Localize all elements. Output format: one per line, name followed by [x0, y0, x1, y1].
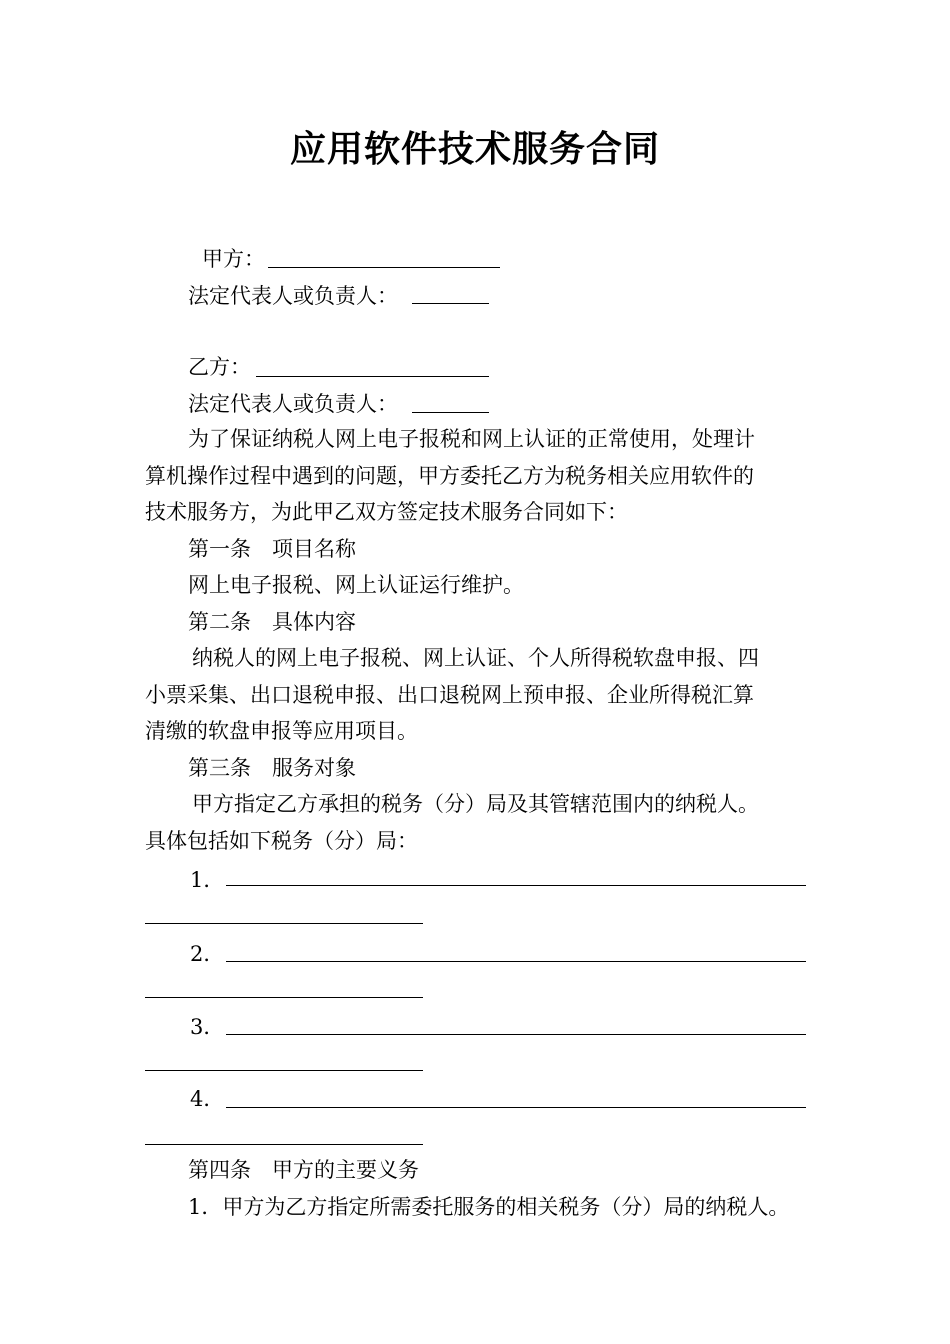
article-2-body-line: 小票采集、出口退税申报、出口退税网上预申报、企业所得税汇算 [145, 682, 754, 707]
party-a-rep-blank [412, 303, 489, 304]
service-item-number: 3． [190, 1015, 225, 1039]
service-item-number: 4． [190, 1087, 225, 1111]
article-4-item: 1．甲方为乙方指定所需委托服务的相关税务（分）局的纳税人。 [188, 1194, 790, 1219]
article-2-heading: 第二条 具体内容 [188, 609, 356, 634]
intro-line: 算机操作过程中遇到的问题，甲方委托乙方为税务相关应用软件的 [145, 463, 754, 488]
service-item-blank [226, 1107, 806, 1108]
party-a-label: 甲方： [202, 247, 265, 271]
service-item-blank-cont [145, 1070, 423, 1071]
article-3-body-line: 甲方指定乙方承担的税务（分）局及其管辖范围内的纳税人。 [192, 792, 759, 816]
article-3-heading: 第三条 服务对象 [188, 755, 356, 780]
document-title: 应用软件技术服务合同 [289, 129, 660, 170]
article-1-body: 网上电子报税、网上认证运行维护。 [188, 573, 524, 597]
service-item-blank [226, 885, 806, 886]
party-b-label: 乙方： [188, 355, 251, 379]
party-a-blank [268, 267, 500, 268]
article-1-heading: 第一条 项目名称 [188, 536, 356, 561]
article-4-block [145, 1152, 825, 1225]
intro-line: 为了保证纳税人网上电子报税和网上认证的正常使用，处理计 [188, 427, 755, 451]
service-item-number: 2． [190, 942, 225, 966]
article-3-body-line: 具体包括如下税务（分）局： [145, 828, 418, 853]
service-item-blank-cont [145, 997, 423, 998]
service-item-blank [226, 961, 806, 962]
service-item-blank-cont [145, 1144, 423, 1145]
service-item-blank-cont [145, 923, 423, 924]
party-b-rep-label: 法定代表人或负责人： [188, 391, 398, 416]
article-2-body-line: 纳税人的网上电子报税、网上认证、个人所得税软盘申报、四 [192, 646, 759, 670]
intro-line: 技术服务方，为此甲乙双方签定技术服务合同如下： [145, 500, 628, 524]
party-b-blank [256, 376, 489, 377]
article-2-body-line: 清缴的软盘申报等应用项目。 [145, 719, 418, 743]
party-a-rep-label: 法定代表人或负责人： [188, 283, 398, 308]
contract-body [145, 421, 825, 859]
service-item-blank [226, 1034, 806, 1035]
service-item-number: 1． [190, 868, 225, 892]
article-4-heading: 第四条 甲方的主要义务 [188, 1158, 419, 1182]
party-b-rep-blank [412, 412, 489, 413]
